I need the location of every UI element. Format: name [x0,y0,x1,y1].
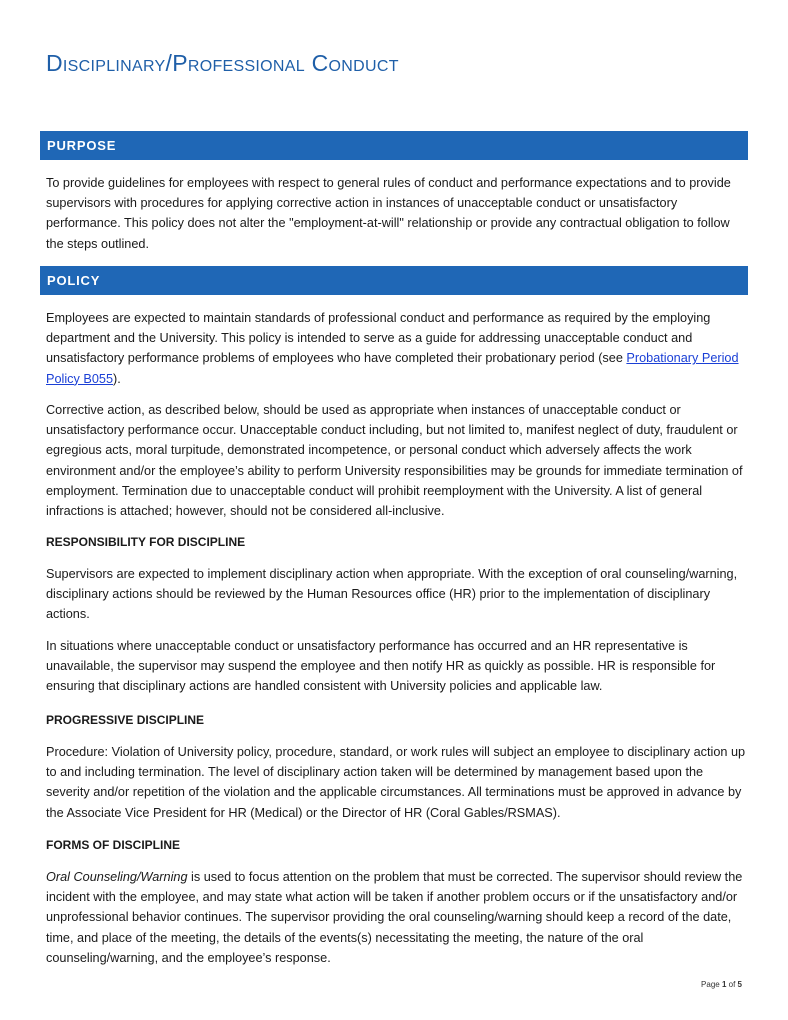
policy-paragraph-2: Corrective action, as described below, should be used as appropriate when instances of unacceptable conduct or unsatisfactory performance occur. Unacceptable conduct including, but not limited to, manifest neglect of duty, fraudulent or egregious acts, moral turpitude, demonstrated incompetence, or personal conduct which adversely affects the work environment and/or the employee’s ability to perform University responsibilities may be grounds for immediate termination of employment. Termination due to unacceptable conduct will prohibit reemployment with the University. A list of general infractions is attached; however, should not be considered all-inclusive. [46,403,743,519]
oral-counseling-term: Oral Counseling/Warning [46,870,188,884]
page-number [701,980,742,989]
purpose-section-bar [40,131,748,160]
forms-p1-text: is used to focus attention on the problem that must be corrected. The supervisor should review the incident with the employee, and may state what action will be taken if another problem occurs or if the unsatisfactory and/or unprofessional behavior continues. The supervisor providing the oral counseling/warning should keep a record of the date, time, and place of the meeting, the details of the events(s) necessitating the meeting, the nature of the oral counseling/warning, and the employee’s response. [46,870,743,965]
policy-p1-end: ). [113,371,121,386]
responsibility-paragraph-1: Supervisors are expected to implement disciplinary action when appropriate. With the exception of oral counseling/warning, disciplinary actions should be reviewed by the Human Resources office (HR) prior to the implementation of disciplinary actions. [46,567,738,622]
progressive-heading: PROGRESSIVE DISCIPLINE [46,713,205,727]
progressive-paragraph-1: Procedure: Violation of University policy, procedure, standard, or work rules will subject an employee to disciplinary action up to and including termination. The level of disciplinary action taken will be determined by management based upon the severity and/or repetition of the violation and the applicable circumstances. All terminations must be approved in advance by the Associate Vice President for HR (Medical) or the Director of HR (Coral Gables/RSMAS). [46,745,746,820]
page-word: Page [701,980,720,989]
purpose-section-label: PURPOSE [47,138,117,153]
page-title: Disciplinary/Professional Conduct [46,50,399,76]
responsibility-paragraph-2: In situations where unacceptable conduct or unsatisfactory performance has occurred and an HR representative is unavailable, the supervisor may suspend the employee and then notify HR as quickly as possible. HR is responsible for ensuring that disciplinary actions are handled consistent with University policies and applicable law. [46,639,716,694]
total-pages: 5 [737,980,742,989]
current-page: 1 [721,980,727,989]
probationary-period-policy-link[interactable]: Probationary Period Policy B055 [46,351,739,386]
forms-heading: FORMS OF DISCIPLINE [46,838,181,852]
policy-section-label: POLICY [47,273,101,288]
policy-section-bar [40,266,748,295]
of-word: of [728,980,736,989]
responsibility-heading: RESPONSIBILITY FOR DISCIPLINE [46,535,246,549]
purpose-text: To provide guidelines for employees with respect to general rules of conduct and performance expectations and to provide supervisors with procedures for applying corrective action in instances of unacceptable conduct or unsatisfactory performance. This policy does not alter the "employment-at-will" relationship or provide any contractual obligation to follow the steps outlined. [46,176,731,251]
policy-paragraph-1 [46,308,746,389]
forms-paragraph-1 [46,867,746,968]
policy-p1-text: Employees are expected to maintain standards of professional conduct and performance as required by the employing department and the University. This policy is intended to serve as a guide for addressing unacceptable conduct and unsatisfactory performance problems of employees who have completed their probationary period (see [46,311,711,366]
